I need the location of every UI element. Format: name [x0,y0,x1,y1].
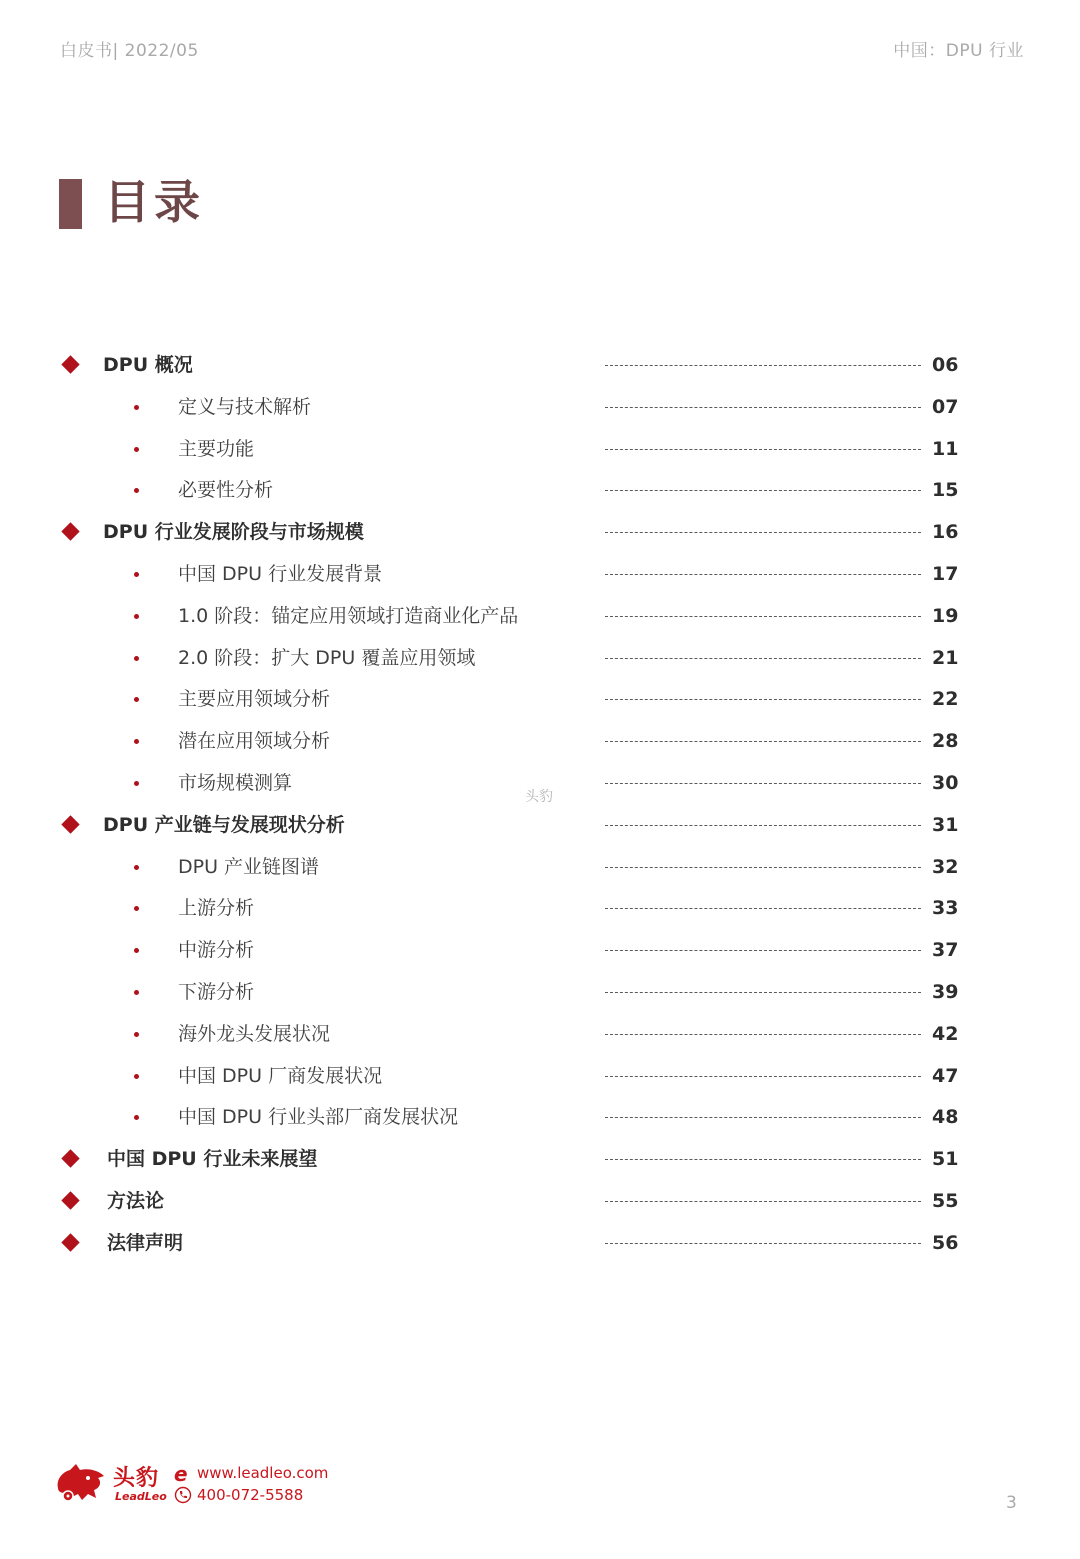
dot-bullet-icon [134,572,139,577]
toc-entry-label: DPU 产业链图谱 [178,855,320,878]
dot-bullet-icon [134,447,139,452]
dotted-leader [605,825,921,826]
dot-bullet-icon [134,614,139,619]
toc-page-number: 39 [932,980,959,1003]
toc-page-number: 56 [932,1231,959,1254]
toc-subsection-row[interactable] [0,887,1080,929]
toc-entry-label: 市场规模测算 [178,771,293,794]
toc-subsection-row[interactable] [0,1013,1080,1055]
dot-bullet-icon [134,781,139,786]
toc-entry-label: DPU 产业链与发展现状分析 [103,813,345,836]
toc-subsection-row[interactable] [0,929,1080,971]
dotted-leader [605,365,921,366]
toc-entry-label: 定义与技术解析 [178,395,312,418]
brand-name-cn: 头豹 [113,1466,160,1491]
dot-bullet-icon [134,1074,139,1079]
diamond-bullet-icon [61,1149,79,1167]
dotted-leader [605,407,921,408]
toc-entry-label: 潜在应用领域分析 [178,730,331,753]
watermark: 头豹 [525,789,553,805]
toc-page-number: 30 [932,771,959,794]
toc-page-number: 55 [932,1189,959,1212]
dotted-leader [605,741,921,742]
toc-entry-label: 方法论 [107,1189,165,1212]
dotted-leader [605,1076,921,1077]
toc-page-number: 47 [932,1064,959,1087]
toc-subsection-row[interactable] [0,469,1080,511]
brand-name-en: LeadLeo [115,1490,167,1503]
diamond-bullet-icon [61,522,79,540]
toc-page-number: 28 [932,730,959,753]
dot-bullet-icon [134,906,139,911]
diamond-bullet-icon [61,1191,79,1209]
title-accent-bar [59,179,82,229]
web-e-icon: e [174,1462,188,1486]
toc-page-number: 33 [932,897,959,920]
dotted-leader [605,616,921,617]
diamond-bullet-icon [61,815,79,833]
toc-page-number: 31 [932,813,959,836]
toc-page-number: 11 [932,437,959,460]
toc-entry-label: 中国 DPU 行业未来展望 [107,1148,318,1171]
toc-entry-label: DPU 概况 [103,354,193,376]
diamond-bullet-icon [61,1233,79,1251]
dotted-leader [605,867,921,868]
toc-entry-label: 主要功能 [178,437,255,460]
toc-entry-label: 海外龙头发展状况 [178,1022,331,1045]
toc-page-number: 21 [932,646,959,669]
toc-page-number: 32 [932,855,959,878]
toc-subsection-row[interactable] [0,971,1080,1013]
dot-bullet-icon [134,405,139,410]
header-doc-type-date: 白皮书| 2022/05 [60,41,199,61]
toc-section-row[interactable] [0,1222,1080,1264]
phone-number: 400-072-5588 [197,1486,304,1504]
toc-page-number: 15 [932,479,959,502]
toc-subsection-row[interactable] [0,1055,1080,1097]
toc-section-row[interactable] [0,1138,1080,1180]
toc-entry-label: DPU 行业发展阶段与市场规模 [103,521,364,544]
toc-entry-label: 下游分析 [178,980,255,1003]
toc-page-number: 06 [932,354,959,376]
dotted-leader [605,658,921,659]
phone-icon [174,1486,192,1504]
dot-bullet-icon [134,1032,139,1037]
toc-subsection-row[interactable] [0,553,1080,595]
dotted-leader [605,1034,921,1035]
toc-subsection-row[interactable] [0,720,1080,762]
dotted-leader [605,449,921,450]
toc-entry-label: 中游分析 [178,939,255,962]
dot-bullet-icon [134,656,139,661]
toc-subsection-row[interactable] [0,637,1080,679]
toc-entry-label: 2.0 阶段：扩大 DPU 覆盖应用领域 [178,646,476,669]
dotted-leader [605,1159,921,1160]
toc-subsection-row[interactable] [0,678,1080,720]
website-link[interactable]: www.leadleo.com [197,1464,329,1482]
dotted-leader [605,950,921,951]
dotted-leader [605,992,921,993]
dotted-leader [605,1201,921,1202]
toc-page-number: 51 [932,1148,959,1171]
dot-bullet-icon [134,739,139,744]
toc-entry-label: 1.0 阶段：锚定应用领域打造商业化产品 [178,604,519,627]
toc-page-number: 42 [932,1022,959,1045]
toc-subsection-row[interactable] [0,428,1080,470]
header-report-topic: 中国：DPU 行业 [893,41,1024,61]
toc-page-number: 37 [932,939,959,962]
dot-bullet-icon [134,990,139,995]
toc-page-number: 48 [932,1106,959,1129]
toc-subsection-row[interactable] [0,846,1080,888]
dot-bullet-icon [134,488,139,493]
toc-section-row[interactable] [0,1180,1080,1222]
toc-page-number: 19 [932,604,959,627]
toc-entry-label: 法律声明 [107,1231,184,1254]
toc-subsection-row[interactable] [0,386,1080,428]
toc-section-row[interactable] [0,511,1080,553]
toc-page-number: 16 [932,521,959,544]
toc-section-row[interactable] [0,804,1080,846]
toc-page-number: 07 [932,395,959,418]
toc-page-number: 17 [932,562,959,585]
dot-bullet-icon [134,865,139,870]
diamond-bullet-icon [61,355,79,373]
dotted-leader [605,1117,921,1118]
dotted-leader [605,1243,921,1244]
dotted-leader [605,908,921,909]
toc-entry-label: 主要应用领域分析 [178,688,331,711]
toc-section-row[interactable] [0,344,1080,386]
dotted-leader [605,699,921,700]
toc-entry-label: 中国 DPU 行业发展背景 [178,562,383,585]
dotted-leader [605,490,921,491]
dot-bullet-icon [134,1115,139,1120]
dotted-leader [605,532,921,533]
toc-subsection-row[interactable] [0,595,1080,637]
dotted-leader [605,574,921,575]
toc-page-number: 22 [932,688,959,711]
toc-entry-label: 中国 DPU 厂商发展状况 [178,1064,383,1087]
toc-entry-label: 上游分析 [178,897,255,920]
page-title: 目录 [104,175,204,229]
leopard-logo-icon [54,1460,106,1504]
dotted-leader [605,783,921,784]
dot-bullet-icon [134,697,139,702]
toc-subsection-row[interactable] [0,1096,1080,1138]
dot-bullet-icon [134,948,139,953]
toc-entry-label: 必要性分析 [178,479,274,502]
toc-entry-label: 中国 DPU 行业头部厂商发展状况 [178,1106,459,1129]
page-number: 3 [1006,1493,1017,1513]
